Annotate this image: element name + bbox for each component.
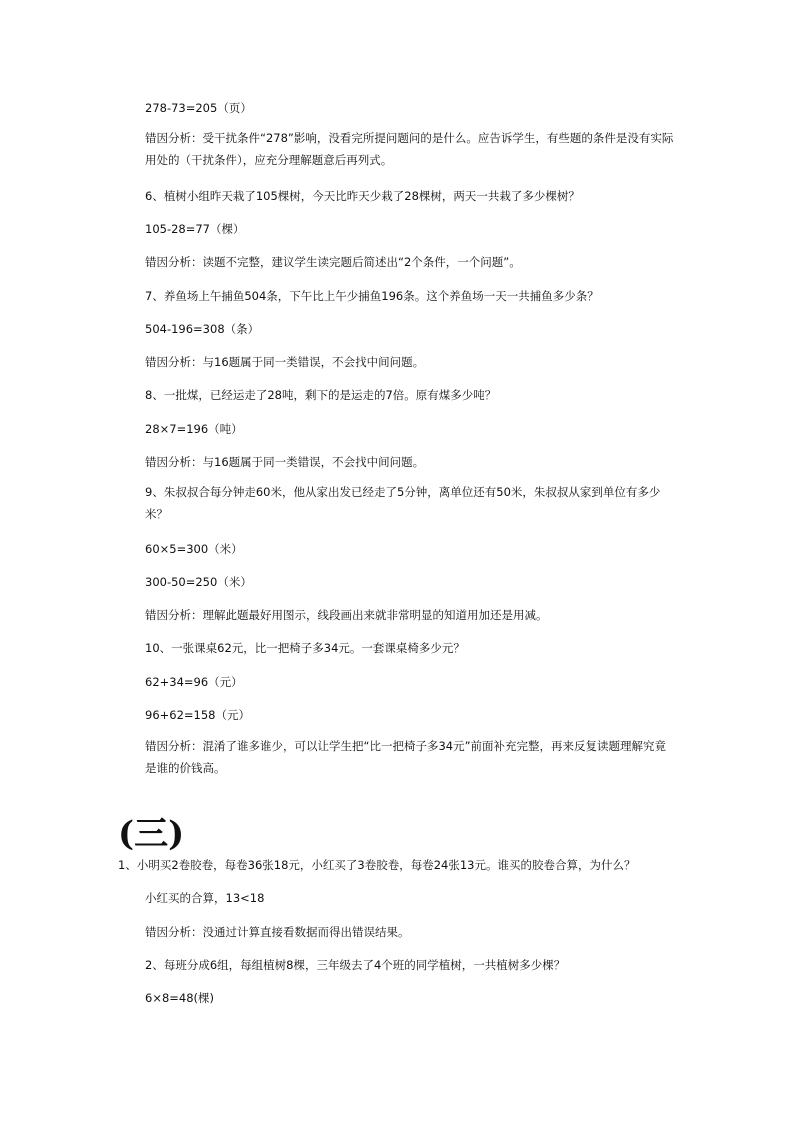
section-question-2: 2、每班分成6组，每组植树8棵，三年级去了4个班的同学植树，一共植树多少棵？ [145, 958, 566, 972]
question-6: 6、植树小组昨天栽了105棵树，今天比昨天少栽了28棵树，两天一共栽了多少棵树？ [145, 189, 580, 203]
question-10: 10、一张课桌62元，比一把椅子多34元。一套课桌椅多少元？ [145, 641, 465, 655]
answer-line: 小红买的合算，13<18 [145, 891, 265, 905]
error-analysis: 错因分析：读题不完整，建议学生读完题后简述出“2个条件，一个问题”。 [145, 255, 521, 269]
question-8: 8、一批煤，已经运走了28吨，剩下的是运走的7倍。原有煤多少吨？ [145, 388, 497, 402]
equation-line: 300-50=250（米） [145, 575, 252, 589]
equation-line: 60×5=300（米） [145, 542, 243, 556]
section-question-1: 1、小明买2卷胶卷，每卷36张18元，小红买了3卷胶卷，每卷24张13元。谁买的胶卷合算，为什么？ [118, 858, 636, 872]
question-7: 7、养鱼场上午捕鱼504条，下午比上午少捕鱼196条。这个养鱼场一天一共捕鱼多少条？ [145, 289, 599, 303]
error-analysis: 错因分析：混淆了谁多谁少，可以让学生把“比一把椅子多34元”前面补充完整，再来反复读题理解究竟是谁的价钱高。 [145, 739, 667, 775]
error-analysis: 错因分析：受干扰条件“278”影响，没看完所提问题问的是什么。应告诉学生，有些题的条件是没有实际用处的（干扰条件），应充分理解题意后再列式。 [145, 131, 674, 167]
equation-line: 6×8=48(棵) [145, 991, 215, 1005]
equation-line: 96+62=158（元） [145, 708, 250, 722]
equation-line: 28×7=196（吨） [145, 422, 243, 436]
equation-line: 105-28=77（棵） [145, 222, 245, 236]
question-9: 9、朱叔叔合每分钟走60米，他从家出发已经走了5分钟，离单位还有50米，朱叔叔从家到单位有多少米？ [145, 485, 661, 521]
section-title: (三) [118, 814, 185, 854]
equation-line: 62+34=96（元） [145, 675, 243, 689]
equation-line: 278-73=205（页） [145, 101, 252, 115]
equation-line: 504-196=308（条） [145, 322, 260, 336]
error-analysis: 错因分析：与16题属于同一类错误，不会找中间问题。 [145, 355, 425, 369]
error-analysis: 错因分析：理解此题最好用图示，线段画出来就非常明显的知道用加还是用减。 [145, 608, 548, 622]
error-analysis: 错因分析：与16题属于同一类错误，不会找中间问题。 [145, 455, 425, 469]
error-analysis: 错因分析：没通过计算直接看数据而得出错误结果。 [145, 925, 410, 939]
